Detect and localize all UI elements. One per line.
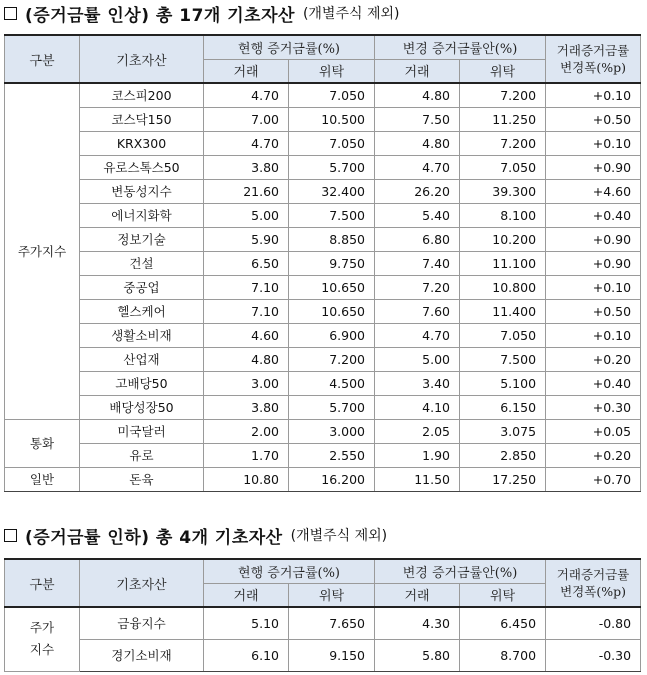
section-2-heading: (증거금률 인하) 총 4개 기초자산 bbox=[25, 527, 283, 548]
checkbox-bullet-icon bbox=[4, 529, 17, 542]
current-consign-rate: 16.200 bbox=[289, 467, 375, 491]
category-cell: 주가지수 bbox=[5, 83, 80, 419]
rate-change: +0.90 bbox=[546, 227, 641, 251]
table-row bbox=[5, 227, 641, 251]
table-row bbox=[5, 179, 641, 203]
rate-change: +4.60 bbox=[546, 179, 641, 203]
table-row bbox=[5, 443, 641, 467]
current-trade-rate: 2.00 bbox=[204, 419, 289, 443]
current-trade-rate: 1.70 bbox=[204, 443, 289, 467]
proposed-trade-rate: 4.30 bbox=[375, 607, 460, 639]
asset-name: 코스닥150 bbox=[80, 107, 204, 131]
proposed-consign-rate: 11.100 bbox=[460, 251, 546, 275]
current-consign-rate: 7.050 bbox=[289, 131, 375, 155]
table-row bbox=[5, 347, 641, 371]
proposed-trade-rate: 26.20 bbox=[375, 179, 460, 203]
current-consign-rate: 7.050 bbox=[289, 83, 375, 107]
current-consign-rate: 10.500 bbox=[289, 107, 375, 131]
asset-name: 산업재 bbox=[80, 347, 204, 371]
rate-change: -0.30 bbox=[546, 639, 641, 671]
proposed-consign-rate: 11.400 bbox=[460, 299, 546, 323]
category-cell: 통화 bbox=[5, 419, 80, 467]
current-consign-rate: 10.650 bbox=[289, 275, 375, 299]
rate-change: +0.10 bbox=[546, 131, 641, 155]
current-consign-rate: 9.750 bbox=[289, 251, 375, 275]
category-cell: 일반 bbox=[5, 467, 80, 491]
header-change bbox=[546, 559, 641, 607]
rate-change: +0.05 bbox=[546, 419, 641, 443]
current-trade-rate: 10.80 bbox=[204, 467, 289, 491]
current-consign-rate: 32.400 bbox=[289, 179, 375, 203]
current-consign-rate: 5.700 bbox=[289, 395, 375, 419]
current-trade-rate: 4.70 bbox=[204, 131, 289, 155]
rate-change: +0.20 bbox=[546, 443, 641, 467]
proposed-trade-rate: 4.10 bbox=[375, 395, 460, 419]
asset-name: 유로스톡스50 bbox=[80, 155, 204, 179]
current-trade-rate: 3.80 bbox=[204, 395, 289, 419]
header-proposed-rate: 변경 증거금률안(%) bbox=[375, 35, 546, 59]
asset-name: 미국달러 bbox=[80, 419, 204, 443]
category-label-line: 주가 bbox=[29, 620, 55, 636]
asset-name: 돈육 bbox=[80, 467, 204, 491]
proposed-trade-rate: 4.80 bbox=[375, 83, 460, 107]
header-change-line1: 거래증거금률 bbox=[556, 567, 630, 582]
current-consign-rate: 7.200 bbox=[289, 347, 375, 371]
table-row bbox=[5, 323, 641, 347]
current-consign-rate: 7.500 bbox=[289, 203, 375, 227]
current-consign-rate: 4.500 bbox=[289, 371, 375, 395]
header-asset: 기초자산 bbox=[80, 559, 204, 607]
table-row bbox=[5, 155, 641, 179]
header-change-line1: 거래증거금률 bbox=[556, 43, 630, 58]
proposed-trade-rate: 5.80 bbox=[375, 639, 460, 671]
proposed-consign-rate: 6.150 bbox=[460, 395, 546, 419]
current-trade-rate: 4.60 bbox=[204, 323, 289, 347]
current-consign-rate: 7.650 bbox=[289, 607, 375, 639]
proposed-consign-rate: 8.100 bbox=[460, 203, 546, 227]
asset-name: 고배당50 bbox=[80, 371, 204, 395]
header-asset: 기초자산 bbox=[80, 35, 204, 83]
category-label-line: 지수 bbox=[29, 642, 55, 658]
header-change-line2: 변경폭(%p) bbox=[560, 584, 626, 599]
section-2-title bbox=[4, 522, 387, 548]
header-change-line2: 변경폭(%p) bbox=[560, 60, 626, 75]
table-row bbox=[5, 83, 641, 107]
table-row bbox=[5, 203, 641, 227]
asset-name: 변동성지수 bbox=[80, 179, 204, 203]
table-row bbox=[5, 395, 641, 419]
proposed-consign-rate: 6.450 bbox=[460, 607, 546, 639]
table-row bbox=[5, 251, 641, 275]
table-row bbox=[5, 299, 641, 323]
current-consign-rate: 9.150 bbox=[289, 639, 375, 671]
asset-name: 생활소비재 bbox=[80, 323, 204, 347]
header-proposed-consign: 위탁 bbox=[460, 583, 546, 607]
current-trade-rate: 6.50 bbox=[204, 251, 289, 275]
margin-decrease-table bbox=[4, 558, 641, 672]
proposed-consign-rate: 3.075 bbox=[460, 419, 546, 443]
rate-change: +0.90 bbox=[546, 251, 641, 275]
section-1-heading: (증거금률 인상) 총 17개 기초자산 bbox=[25, 5, 295, 26]
proposed-trade-rate: 7.40 bbox=[375, 251, 460, 275]
asset-name: 유로 bbox=[80, 443, 204, 467]
rate-change: +0.40 bbox=[546, 371, 641, 395]
proposed-trade-rate: 7.60 bbox=[375, 299, 460, 323]
rate-change: +0.90 bbox=[546, 155, 641, 179]
table-row bbox=[5, 639, 641, 671]
proposed-consign-rate: 7.200 bbox=[460, 131, 546, 155]
header-current-rate: 현행 증거금률(%) bbox=[204, 35, 375, 59]
current-trade-rate: 4.70 bbox=[204, 83, 289, 107]
rate-change: +0.20 bbox=[546, 347, 641, 371]
asset-name: 배당성장50 bbox=[80, 395, 204, 419]
rate-change: +0.10 bbox=[546, 83, 641, 107]
rate-change: +0.50 bbox=[546, 107, 641, 131]
header-category: 구분 bbox=[5, 35, 80, 83]
rate-change: +0.10 bbox=[546, 275, 641, 299]
header-change bbox=[546, 35, 641, 83]
current-consign-rate: 8.850 bbox=[289, 227, 375, 251]
asset-name: 코스피200 bbox=[80, 83, 204, 107]
proposed-trade-rate: 7.50 bbox=[375, 107, 460, 131]
proposed-consign-rate: 7.200 bbox=[460, 83, 546, 107]
current-trade-rate: 3.00 bbox=[204, 371, 289, 395]
asset-name: 에너지화학 bbox=[80, 203, 204, 227]
current-trade-rate: 7.10 bbox=[204, 299, 289, 323]
header-category: 구분 bbox=[5, 559, 80, 607]
section-1-title bbox=[4, 0, 399, 26]
proposed-trade-rate: 2.05 bbox=[375, 419, 460, 443]
margin-increase-table bbox=[4, 34, 641, 492]
proposed-consign-rate: 8.700 bbox=[460, 639, 546, 671]
proposed-consign-rate: 7.050 bbox=[460, 155, 546, 179]
table-row bbox=[5, 419, 641, 443]
asset-name: 헬스케어 bbox=[80, 299, 204, 323]
section-2-subheading: (개별주식 제외) bbox=[290, 528, 388, 544]
table-row bbox=[5, 275, 641, 299]
header-proposed-trade: 거래 bbox=[375, 583, 460, 607]
current-trade-rate: 7.10 bbox=[204, 275, 289, 299]
current-consign-rate: 10.650 bbox=[289, 299, 375, 323]
proposed-trade-rate: 7.20 bbox=[375, 275, 460, 299]
proposed-trade-rate: 6.80 bbox=[375, 227, 460, 251]
table-row bbox=[5, 107, 641, 131]
table-row bbox=[5, 467, 641, 491]
current-consign-rate: 3.000 bbox=[289, 419, 375, 443]
header-current-rate: 현행 증거금률(%) bbox=[204, 559, 375, 583]
asset-name: KRX300 bbox=[80, 131, 204, 155]
proposed-trade-rate: 1.90 bbox=[375, 443, 460, 467]
header-current-consign: 위탁 bbox=[289, 583, 375, 607]
rate-change: +0.10 bbox=[546, 323, 641, 347]
current-trade-rate: 5.00 bbox=[204, 203, 289, 227]
proposed-consign-rate: 7.500 bbox=[460, 347, 546, 371]
current-trade-rate: 4.80 bbox=[204, 347, 289, 371]
asset-name: 정보기술 bbox=[80, 227, 204, 251]
rate-change: +0.50 bbox=[546, 299, 641, 323]
table-row bbox=[5, 371, 641, 395]
header-current-trade: 거래 bbox=[204, 583, 289, 607]
category-cell bbox=[5, 607, 80, 671]
current-consign-rate: 2.550 bbox=[289, 443, 375, 467]
proposed-trade-rate: 11.50 bbox=[375, 467, 460, 491]
checkbox-bullet-icon bbox=[4, 7, 17, 20]
proposed-trade-rate: 4.70 bbox=[375, 155, 460, 179]
current-trade-rate: 6.10 bbox=[204, 639, 289, 671]
asset-name: 금융지수 bbox=[80, 607, 204, 639]
proposed-consign-rate: 2.850 bbox=[460, 443, 546, 467]
proposed-trade-rate: 5.40 bbox=[375, 203, 460, 227]
section-1-subheading: (개별주식 제외) bbox=[302, 6, 400, 22]
proposed-consign-rate: 7.050 bbox=[460, 323, 546, 347]
header-proposed-rate: 변경 증거금률안(%) bbox=[375, 559, 546, 583]
rate-change: +0.40 bbox=[546, 203, 641, 227]
current-trade-rate: 3.80 bbox=[204, 155, 289, 179]
table-row bbox=[5, 607, 641, 639]
proposed-trade-rate: 3.40 bbox=[375, 371, 460, 395]
rate-change: +0.30 bbox=[546, 395, 641, 419]
proposed-consign-rate: 10.800 bbox=[460, 275, 546, 299]
current-trade-rate: 7.00 bbox=[204, 107, 289, 131]
proposed-consign-rate: 5.100 bbox=[460, 371, 546, 395]
current-consign-rate: 6.900 bbox=[289, 323, 375, 347]
header-proposed-consign: 위탁 bbox=[460, 59, 546, 83]
table-row bbox=[5, 131, 641, 155]
header-current-consign: 위탁 bbox=[289, 59, 375, 83]
rate-change: -0.80 bbox=[546, 607, 641, 639]
proposed-consign-rate: 11.250 bbox=[460, 107, 546, 131]
current-trade-rate: 5.90 bbox=[204, 227, 289, 251]
proposed-trade-rate: 4.70 bbox=[375, 323, 460, 347]
rate-change: +0.70 bbox=[546, 467, 641, 491]
header-current-trade: 거래 bbox=[204, 59, 289, 83]
proposed-trade-rate: 5.00 bbox=[375, 347, 460, 371]
asset-name: 중공업 bbox=[80, 275, 204, 299]
proposed-consign-rate: 39.300 bbox=[460, 179, 546, 203]
current-consign-rate: 5.700 bbox=[289, 155, 375, 179]
current-trade-rate: 5.10 bbox=[204, 607, 289, 639]
proposed-trade-rate: 4.80 bbox=[375, 131, 460, 155]
header-proposed-trade: 거래 bbox=[375, 59, 460, 83]
asset-name: 경기소비재 bbox=[80, 639, 204, 671]
proposed-consign-rate: 10.200 bbox=[460, 227, 546, 251]
current-trade-rate: 21.60 bbox=[204, 179, 289, 203]
proposed-consign-rate: 17.250 bbox=[460, 467, 546, 491]
asset-name: 건설 bbox=[80, 251, 204, 275]
